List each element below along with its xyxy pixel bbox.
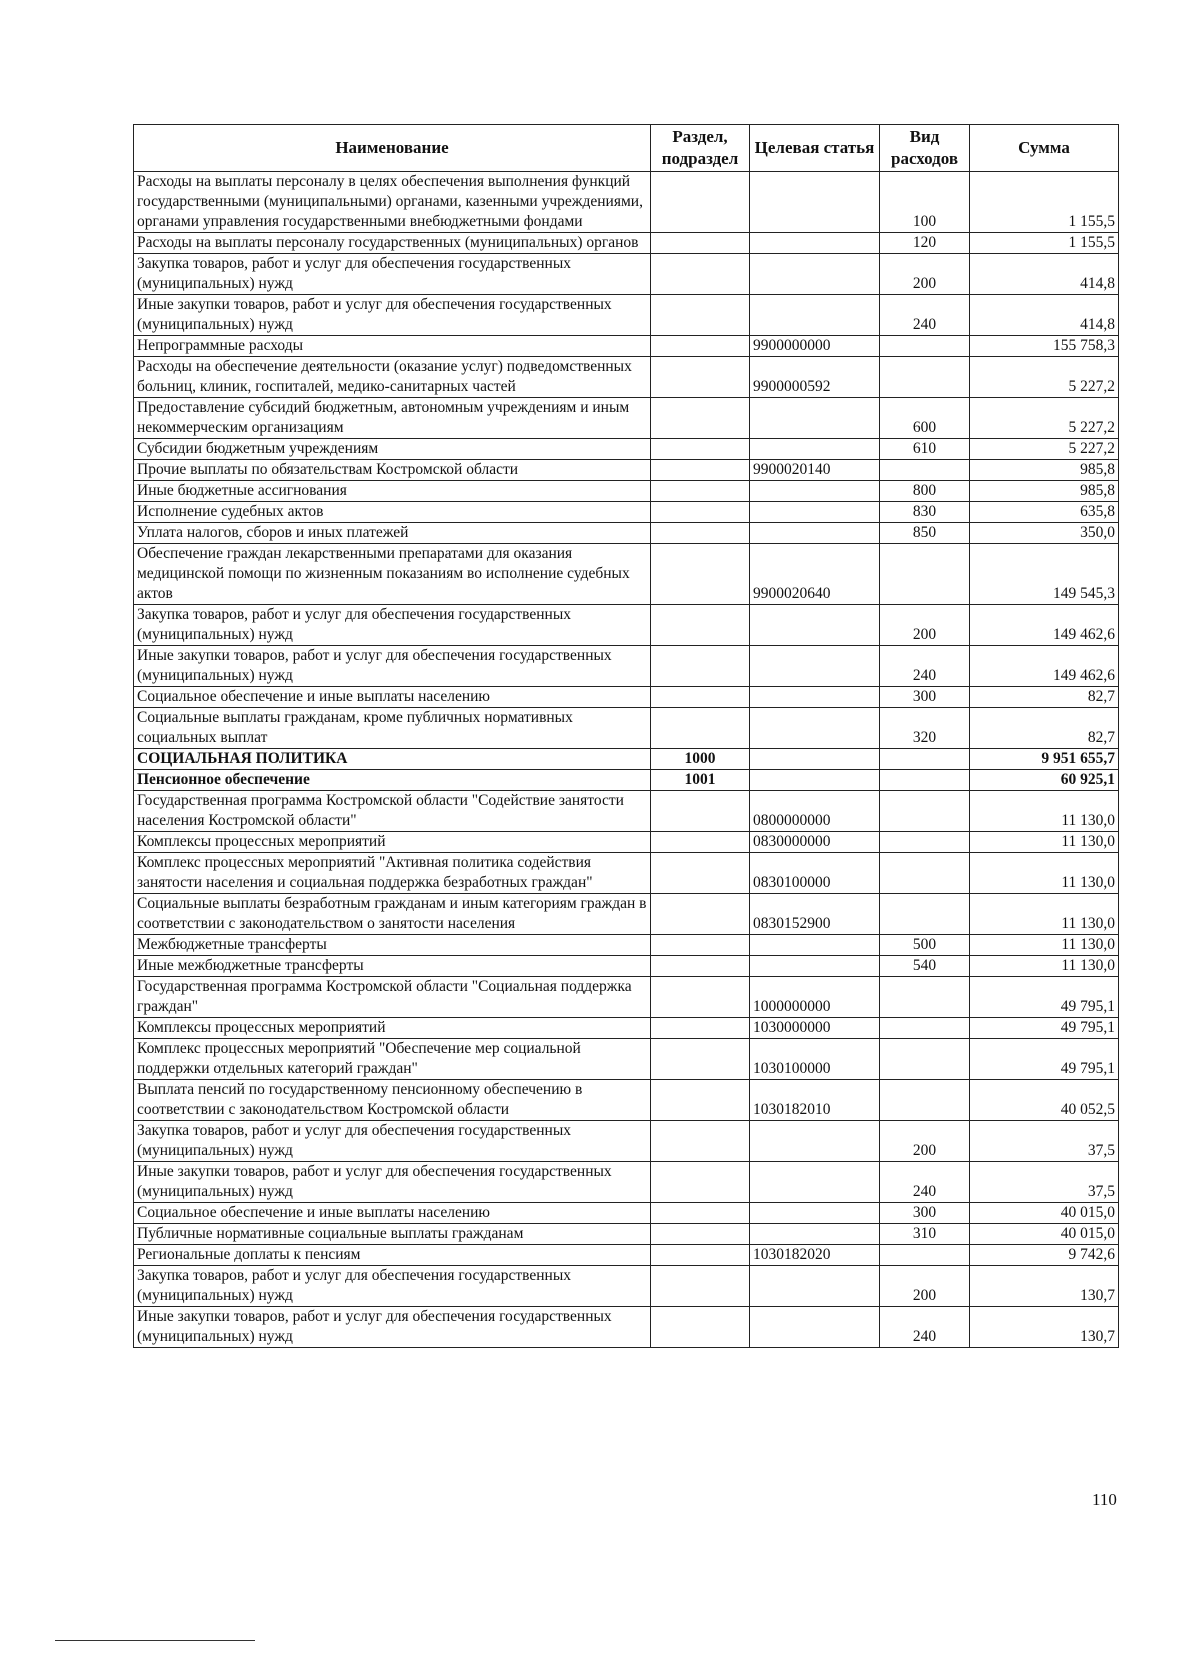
- row-sum-cell: 11 130,0: [970, 956, 1119, 977]
- table-row: [134, 1162, 1119, 1203]
- row-target-cell: [750, 502, 880, 523]
- row-target-cell: [750, 398, 880, 439]
- row-target-cell: [750, 605, 880, 646]
- row-name-cell: Государственная программа Костромской области "Содействие занятости населения Костромской области": [134, 791, 651, 832]
- row-sum-cell: 40 052,5: [970, 1080, 1119, 1121]
- row-name-cell: Государственная программа Костромской области "Социальная поддержка граждан": [134, 977, 651, 1018]
- table-row: [134, 853, 1119, 894]
- row-target-cell: [750, 1203, 880, 1224]
- row-kind-cell: 320: [880, 708, 970, 749]
- table-row: [134, 523, 1119, 544]
- row-name-cell: Межбюджетные трансферты: [134, 935, 651, 956]
- row-section-cell: [651, 1307, 750, 1348]
- row-kind-cell: [880, 977, 970, 1018]
- table-row: [134, 646, 1119, 687]
- row-section-cell: [651, 1245, 750, 1266]
- row-sum-cell: 149 462,6: [970, 605, 1119, 646]
- row-section-cell: [651, 523, 750, 544]
- table-row: [134, 357, 1119, 398]
- row-section-cell: [651, 172, 750, 233]
- page-number: 110: [1092, 1490, 1117, 1509]
- row-kind-cell: 100: [880, 172, 970, 233]
- row-target-cell: 1030182020: [750, 1245, 880, 1266]
- row-target-cell: [750, 1121, 880, 1162]
- row-sum-cell: 1 155,5: [970, 172, 1119, 233]
- table-row: [134, 605, 1119, 646]
- row-sum-cell: 635,8: [970, 502, 1119, 523]
- row-section-cell: [651, 646, 750, 687]
- table-row: [134, 1266, 1119, 1307]
- table-row: [134, 708, 1119, 749]
- row-name-cell: Социальное обеспечение и иные выплаты населению: [134, 1203, 651, 1224]
- table-row: [134, 1121, 1119, 1162]
- row-name-cell: Расходы на обеспечение деятельности (оказание услуг) подведомственных больниц, клиник, госпиталей, медико-санитарных частей: [134, 357, 651, 398]
- table-row: [134, 1080, 1119, 1121]
- row-section-cell: [651, 502, 750, 523]
- row-target-cell: 9900020640: [750, 544, 880, 605]
- row-kind-cell: 300: [880, 687, 970, 708]
- row-kind-cell: 830: [880, 502, 970, 523]
- row-name-cell: Исполнение судебных актов: [134, 502, 651, 523]
- row-name-cell: Публичные нормативные социальные выплаты гражданам: [134, 1224, 651, 1245]
- row-sum-cell: 49 795,1: [970, 1018, 1119, 1039]
- row-sum-cell: 11 130,0: [970, 853, 1119, 894]
- row-kind-cell: [880, 1018, 970, 1039]
- row-section-cell: [651, 708, 750, 749]
- row-sum-cell: 5 227,2: [970, 398, 1119, 439]
- row-name-cell: Социальные выплаты безработным гражданам и иным категориям граждан в соответствии с законодательством о занятости населения: [134, 894, 651, 935]
- row-kind-cell: 200: [880, 254, 970, 295]
- row-section-cell: [651, 295, 750, 336]
- row-section-cell: 1001: [651, 770, 750, 791]
- header-target: Целевая статья: [750, 125, 880, 172]
- row-target-cell: [750, 254, 880, 295]
- row-section-cell: [651, 254, 750, 295]
- row-sum-cell: 37,5: [970, 1162, 1119, 1203]
- header-section: Раздел, подраздел: [651, 125, 750, 172]
- row-kind-cell: [880, 853, 970, 894]
- row-target-cell: [750, 749, 880, 770]
- row-sum-cell: 5 227,2: [970, 357, 1119, 398]
- table-body: [134, 172, 1119, 1348]
- table-row: [134, 1224, 1119, 1245]
- row-section-cell: [651, 233, 750, 254]
- table-row: [134, 439, 1119, 460]
- table-row: [134, 791, 1119, 832]
- row-sum-cell: 40 015,0: [970, 1203, 1119, 1224]
- row-kind-cell: 310: [880, 1224, 970, 1245]
- row-name-cell: Иные межбюджетные трансферты: [134, 956, 651, 977]
- row-kind-cell: [880, 770, 970, 791]
- row-kind-cell: [880, 1080, 970, 1121]
- row-sum-cell: 49 795,1: [970, 1039, 1119, 1080]
- row-section-cell: [651, 894, 750, 935]
- row-name-cell: Расходы на выплаты персоналу в целях обеспечения выполнения функций государственными (муниципальными) органами, казенными учреждениями, органами управления государственными внебюджетными фондами: [134, 172, 651, 233]
- row-sum-cell: 130,7: [970, 1266, 1119, 1307]
- table-row: [134, 832, 1119, 853]
- table-header-row: [134, 125, 1119, 172]
- row-kind-cell: 540: [880, 956, 970, 977]
- row-name-cell: Обеспечение граждан лекарственными препаратами для оказания медицинской помощи по жизненным показаниям во исполнение судебных актов: [134, 544, 651, 605]
- row-kind-cell: 240: [880, 1307, 970, 1348]
- row-target-cell: [750, 687, 880, 708]
- row-name-cell: Прочие выплаты по обязательствам Костромской области: [134, 460, 651, 481]
- row-sum-cell: 149 462,6: [970, 646, 1119, 687]
- table-row: [134, 233, 1119, 254]
- row-kind-cell: 300: [880, 1203, 970, 1224]
- row-target-cell: [750, 646, 880, 687]
- row-section-cell: [651, 1018, 750, 1039]
- row-sum-cell: 130,7: [970, 1307, 1119, 1348]
- budget-table: [133, 124, 1119, 1348]
- row-name-cell: Социальное обеспечение и иные выплаты населению: [134, 687, 651, 708]
- table-row: [134, 502, 1119, 523]
- row-kind-cell: [880, 544, 970, 605]
- table-row: [134, 977, 1119, 1018]
- table-row: [134, 956, 1119, 977]
- header-sum: Сумма: [970, 125, 1119, 172]
- row-kind-cell: 850: [880, 523, 970, 544]
- row-target-cell: 9900000592: [750, 357, 880, 398]
- row-section-cell: [651, 1266, 750, 1307]
- row-kind-cell: [880, 894, 970, 935]
- row-name-cell: Закупка товаров, работ и услуг для обеспечения государственных (муниципальных) нужд: [134, 605, 651, 646]
- row-sum-cell: 40 015,0: [970, 1224, 1119, 1245]
- row-kind-cell: 200: [880, 605, 970, 646]
- row-kind-cell: [880, 832, 970, 853]
- row-sum-cell: 155 758,3: [970, 336, 1119, 357]
- row-name-cell: Иные закупки товаров, работ и услуг для обеспечения государственных (муниципальных) нужд: [134, 1162, 651, 1203]
- table-row: [134, 172, 1119, 233]
- row-target-cell: 1030182010: [750, 1080, 880, 1121]
- row-kind-cell: [880, 336, 970, 357]
- row-name-cell: Иные закупки товаров, работ и услуг для обеспечения государственных (муниципальных) нужд: [134, 646, 651, 687]
- row-section-cell: [651, 935, 750, 956]
- row-sum-cell: 11 130,0: [970, 894, 1119, 935]
- table-row: [134, 770, 1119, 791]
- footnote-divider: [55, 1640, 255, 1641]
- row-kind-cell: 120: [880, 233, 970, 254]
- row-section-cell: [651, 956, 750, 977]
- row-sum-cell: 5 227,2: [970, 439, 1119, 460]
- row-kind-cell: 240: [880, 646, 970, 687]
- table-row: [134, 398, 1119, 439]
- row-section-cell: 1000: [651, 749, 750, 770]
- table-row: [134, 481, 1119, 502]
- row-sum-cell: 985,8: [970, 481, 1119, 502]
- table-row: [134, 1245, 1119, 1266]
- row-section-cell: [651, 977, 750, 1018]
- row-name-cell: Иные бюджетные ассигнования: [134, 481, 651, 502]
- row-section-cell: [651, 439, 750, 460]
- table-row: [134, 1018, 1119, 1039]
- row-name-cell: Субсидии бюджетным учреждениям: [134, 439, 651, 460]
- row-target-cell: [750, 770, 880, 791]
- row-kind-cell: 200: [880, 1266, 970, 1307]
- row-sum-cell: 9 742,6: [970, 1245, 1119, 1266]
- row-target-cell: [750, 1162, 880, 1203]
- row-name-cell: Комплекс процессных мероприятий "Активная политика содействия занятости населения и социальная поддержка безработных граждан": [134, 853, 651, 894]
- row-name-cell: СОЦИАЛЬНАЯ ПОЛИТИКА: [134, 749, 651, 770]
- row-sum-cell: 11 130,0: [970, 832, 1119, 853]
- row-name-cell: Региональные доплаты к пенсиям: [134, 1245, 651, 1266]
- row-section-cell: [651, 1224, 750, 1245]
- row-sum-cell: 49 795,1: [970, 977, 1119, 1018]
- row-target-cell: [750, 481, 880, 502]
- row-section-cell: [651, 1203, 750, 1224]
- row-kind-cell: 800: [880, 481, 970, 502]
- row-target-cell: [750, 1224, 880, 1245]
- row-sum-cell: 11 130,0: [970, 791, 1119, 832]
- row-section-cell: [651, 357, 750, 398]
- row-section-cell: [651, 1080, 750, 1121]
- row-sum-cell: 82,7: [970, 708, 1119, 749]
- table-row: [134, 749, 1119, 770]
- row-name-cell: Социальные выплаты гражданам, кроме публичных нормативных социальных выплат: [134, 708, 651, 749]
- row-name-cell: Комплексы процессных мероприятий: [134, 1018, 651, 1039]
- row-target-cell: 1030000000: [750, 1018, 880, 1039]
- table-row: [134, 544, 1119, 605]
- row-section-cell: [651, 481, 750, 502]
- table-row: [134, 1039, 1119, 1080]
- row-sum-cell: 60 925,1: [970, 770, 1119, 791]
- row-target-cell: [750, 935, 880, 956]
- row-name-cell: Непрограммные расходы: [134, 336, 651, 357]
- row-kind-cell: 240: [880, 1162, 970, 1203]
- row-section-cell: [651, 1039, 750, 1080]
- row-sum-cell: 985,8: [970, 460, 1119, 481]
- row-section-cell: [651, 544, 750, 605]
- row-section-cell: [651, 687, 750, 708]
- row-target-cell: [750, 172, 880, 233]
- row-kind-cell: [880, 791, 970, 832]
- row-kind-cell: 240: [880, 295, 970, 336]
- row-target-cell: 9900000000: [750, 336, 880, 357]
- row-sum-cell: 149 545,3: [970, 544, 1119, 605]
- row-target-cell: [750, 708, 880, 749]
- row-kind-cell: 600: [880, 398, 970, 439]
- row-section-cell: [651, 460, 750, 481]
- table-row: [134, 254, 1119, 295]
- table-row: [134, 295, 1119, 336]
- row-sum-cell: 414,8: [970, 254, 1119, 295]
- row-name-cell: Пенсионное обеспечение: [134, 770, 651, 791]
- row-target-cell: [750, 1266, 880, 1307]
- row-name-cell: Предоставление субсидий бюджетным, автономным учреждениям и иным некоммерческим организациям: [134, 398, 651, 439]
- row-kind-cell: 610: [880, 439, 970, 460]
- row-name-cell: Закупка товаров, работ и услуг для обеспечения государственных (муниципальных) нужд: [134, 1266, 651, 1307]
- table-row: [134, 1307, 1119, 1348]
- header-kind: Вид расходов: [880, 125, 970, 172]
- row-section-cell: [651, 853, 750, 894]
- row-target-cell: [750, 1307, 880, 1348]
- table-row: [134, 1203, 1119, 1224]
- row-kind-cell: 200: [880, 1121, 970, 1162]
- row-kind-cell: 500: [880, 935, 970, 956]
- row-section-cell: [651, 398, 750, 439]
- row-sum-cell: 350,0: [970, 523, 1119, 544]
- table-row: [134, 460, 1119, 481]
- row-name-cell: Иные закупки товаров, работ и услуг для обеспечения государственных (муниципальных) нужд: [134, 295, 651, 336]
- row-target-cell: [750, 956, 880, 977]
- row-name-cell: Иные закупки товаров, работ и услуг для обеспечения государственных (муниципальных) нужд: [134, 1307, 651, 1348]
- table-row: [134, 687, 1119, 708]
- row-target-cell: [750, 295, 880, 336]
- row-target-cell: 9900020140: [750, 460, 880, 481]
- row-kind-cell: [880, 1039, 970, 1080]
- row-name-cell: Комплексы процессных мероприятий: [134, 832, 651, 853]
- row-section-cell: [651, 1162, 750, 1203]
- row-sum-cell: 9 951 655,7: [970, 749, 1119, 770]
- row-name-cell: Закупка товаров, работ и услуг для обеспечения государственных (муниципальных) нужд: [134, 254, 651, 295]
- row-name-cell: Уплата налогов, сборов и иных платежей: [134, 523, 651, 544]
- row-sum-cell: 82,7: [970, 687, 1119, 708]
- table-row: [134, 336, 1119, 357]
- row-name-cell: Закупка товаров, работ и услуг для обеспечения государственных (муниципальных) нужд: [134, 1121, 651, 1162]
- row-kind-cell: [880, 749, 970, 770]
- row-section-cell: [651, 791, 750, 832]
- row-name-cell: Выплата пенсий по государственному пенсионному обеспечению в соответствии с законодательством Костромской области: [134, 1080, 651, 1121]
- row-target-cell: 1000000000: [750, 977, 880, 1018]
- row-section-cell: [651, 336, 750, 357]
- row-target-cell: 0800000000: [750, 791, 880, 832]
- table-row: [134, 894, 1119, 935]
- row-target-cell: [750, 523, 880, 544]
- row-sum-cell: 1 155,5: [970, 233, 1119, 254]
- row-kind-cell: [880, 357, 970, 398]
- row-target-cell: 0830100000: [750, 853, 880, 894]
- row-target-cell: 0830000000: [750, 832, 880, 853]
- row-sum-cell: 11 130,0: [970, 935, 1119, 956]
- row-kind-cell: [880, 1245, 970, 1266]
- row-name-cell: Расходы на выплаты персоналу государственных (муниципальных) органов: [134, 233, 651, 254]
- row-sum-cell: 37,5: [970, 1121, 1119, 1162]
- table-row: [134, 935, 1119, 956]
- row-section-cell: [651, 1121, 750, 1162]
- header-name: Наименование: [134, 125, 651, 172]
- row-target-cell: [750, 233, 880, 254]
- row-target-cell: [750, 439, 880, 460]
- row-target-cell: 0830152900: [750, 894, 880, 935]
- row-name-cell: Комплекс процессных мероприятий "Обеспечение мер социальной поддержки отдельных категорий граждан": [134, 1039, 651, 1080]
- row-section-cell: [651, 605, 750, 646]
- row-kind-cell: [880, 460, 970, 481]
- row-target-cell: 1030100000: [750, 1039, 880, 1080]
- row-sum-cell: 414,8: [970, 295, 1119, 336]
- row-section-cell: [651, 832, 750, 853]
